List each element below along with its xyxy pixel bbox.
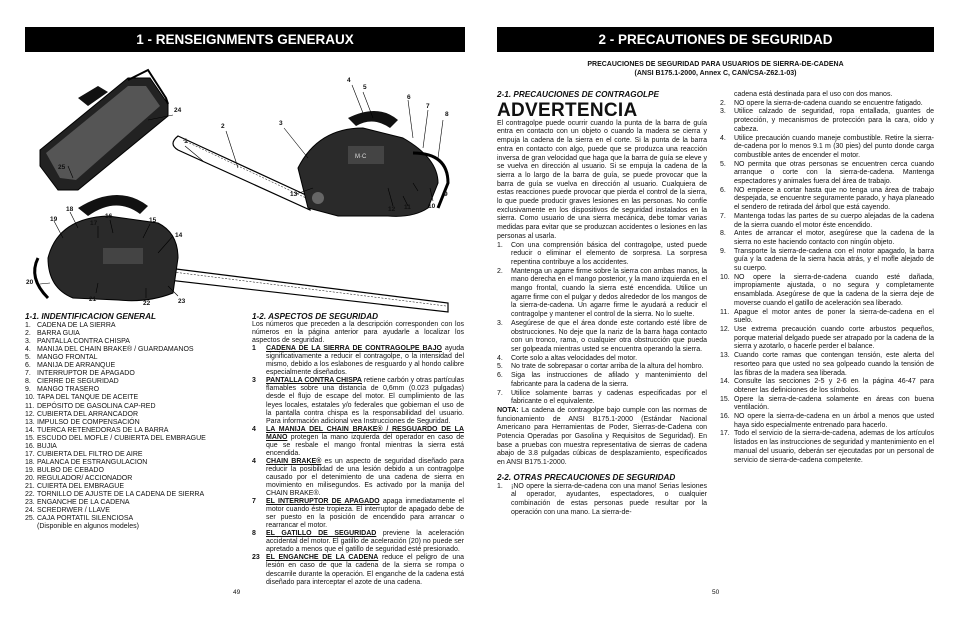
parts-list-item [25,386,240,394]
safety-features-title: 1-2. ASPECTOS DE SEGURIDAD [252,312,379,321]
item-number: 17. [25,450,35,458]
kickback-title: 2-1. PRECAUCIONES DE CONTRAGOLPE [497,90,659,99]
item-text: Cuando corte ramas que contengan tensión, este alerta del resorteo para que usted no sea golpeado cuando la tensión de las fibras de la madera sea liberada. [734,352,934,377]
other-precautions-item-1 [497,483,707,518]
item-number: 5. [720,160,726,168]
item-number: 1. [25,322,31,330]
section-2-banner: 2 - PRECAUTIONES DE SEGURIDAD [497,27,934,52]
safety-feature-item [252,530,464,554]
item-text: CUBIERTA DEL ARRANCADOR [37,410,139,418]
item-lead: EL ENGANCHE DE LA CADENA [266,554,379,562]
safety-features-section [252,313,464,587]
item-text: PANTALLA CONTRA CHISPA [37,338,130,346]
list-item [497,363,707,372]
safety-feature-item [252,498,464,530]
callout-5: 5 [363,84,367,91]
item-number: 21. [25,482,35,490]
callout-11: 11 [404,204,411,211]
item-number: 9. [25,386,31,394]
note-text: La cadena de contragolpe bajo cumple con las normas de funcionamiento de ANSI B175.1-2000 (Estándar Nacional Americano para Herramientas de Poder, Sierras-de-Cadena con Potencia Operadas por Gasolina y Requisitos de Seguridad). En base a pruebas con muestra representativa de sierras de cadena abajo de 3.8 pulgadas cúbicas de desplazamiento, especificados en ANSI B175.1-2000. [497,406,707,467]
callout-9: 9 [444,191,448,198]
chainsaw-illustration [18,58,458,313]
item-number: 15. [25,434,35,442]
item-text: ENGANCHE DE LA CADENA [37,499,130,507]
list-item [720,413,934,430]
right-column-1 [497,91,707,517]
callout-4: 4 [347,77,351,84]
parts-list-title: 1-1. INDENTIFICACION GENERAL [25,312,157,321]
item-text: NO opere la sierra-de-cadena cuando se encuentre fatigado. [734,99,923,107]
parts-list-item [25,403,240,411]
large-saw-drawing [173,111,448,216]
item-number: 8 [252,530,256,538]
item-text: Siga las instrucciones de afilado y mantenimiento del fabricante para la cadena de la sierra. [511,372,707,388]
safety-feature-item [252,426,464,458]
list-item [720,230,934,247]
item-text: CIERRE DE SEGURIDAD [37,378,119,386]
item-lead: EL GATILLO DE SEGURIDAD [266,530,377,538]
callout-7: 7 [426,103,430,110]
list-item [497,268,707,320]
callout-1: 1 [184,138,188,145]
item-number: 20. [25,474,35,482]
safety-feature-item [252,458,464,498]
list-item [497,390,707,407]
item-text: No trate de sobrepasar o cortar arriba de la altura del hombro. [511,363,704,371]
item-number: 23 [252,554,260,562]
item-number: 7. [25,370,31,378]
item-number: 12. [720,325,730,333]
callout-8: 8 [445,111,449,118]
item-text: MANIJA DEL CHAIN BRAKE® / GUARDAMANOS [37,346,194,354]
item-number: 23. [25,499,35,507]
item-number: 3 [252,377,256,385]
item-text [266,426,464,458]
safety-features-list [252,345,464,586]
item-number: 24. [25,507,35,515]
parts-list-item [25,394,240,402]
item-text [266,345,464,377]
parts-list-item [25,330,240,338]
parts-list-item [25,378,240,386]
parts-list-item [25,362,240,370]
item-number: 7. [497,389,503,397]
item-number: 4 [252,425,256,433]
item-text: IMPULSO DE COMPENSACIÓN [37,418,140,426]
item-text: PALANCA DE ESTRANGULACION [37,458,148,466]
item-number: 7 [252,498,256,506]
parts-list-item [25,346,240,354]
item-number: 19. [25,466,35,474]
list-item [720,161,934,187]
callout-13: 13 [290,191,298,198]
list-item [720,100,934,109]
precautions-heading [497,61,934,78]
continued-text: cadena está destinada para el uso con dos manos. [734,91,893,98]
item-number: 16. [25,442,35,450]
safety-feature-item [252,345,464,377]
callout-21: 21 [89,296,97,303]
item-text: SCREDRWER / LLAVE [37,507,110,515]
callout-17: 17 [90,220,98,227]
item-text: MANGO TRASERO [37,386,100,394]
item-text: Con una comprensión básica del contragolpe, usted puede reducir o eliminar el elemento de sorpresa. La sorpresa repentina contribuye a los accidentes. [511,241,707,266]
list-item [720,309,934,326]
item-text [266,554,464,586]
item-number: 17. [720,430,730,438]
item-text: CUIERTA DEL EMBRAGUE [37,482,125,490]
item-text: BUJIA [37,442,57,450]
item-number: 25. [25,515,35,523]
parts-list-item [25,467,240,475]
item-number: 22. [25,491,35,499]
item-text: BARRA GUIA [37,330,80,338]
item-text: INTERRUPTOR DE APAGADO [37,370,135,378]
item-text: NO opere la sierra-de-cadena en un árbol a menos que usted haya sido especialmente entrenado para hacerlo. [734,413,934,429]
list-item [720,187,934,213]
item-number: 13. [25,418,35,426]
item-lead: EL INTERRUPTOR DE APAGADO [266,498,380,506]
item-number: 14. [720,378,730,386]
section-1-banner: 1 - RENSEIGNMENTS GENERAUX [25,27,465,52]
parts-list-item [25,507,240,515]
callout-24: 24 [174,107,182,114]
list-item [497,355,707,364]
callout-15: 15 [149,217,157,224]
callout-19: 19 [50,216,58,223]
item-text: ¡NO opere la sierra-de-cadena con una mano! Serias lesiones al operador, ayudantes, espectadores, o cualquier combinación de estas personas puede resultar por la operación con una mano. La sierra-de- [511,482,707,516]
item-body: reduce el peligro de una lesión en caso de que la cadena de la sierra se rompa o descarrile durante la operación. El enganche de la cadena está diseñado para interceptar el azote de una cadena. [266,554,464,586]
note-label: NOTA: [497,406,519,414]
item-text: NO empiece a cortar hasta que no tenga una área de trabajo despejada, se encuentre seguramente parado, y haya planeado el sendero de retirada del árbol que está cayendo. [734,186,934,212]
parts-list [25,322,240,523]
item-number: 12. [25,410,35,418]
item-text: NO opere la sierra-de-cadena cuando esté dañada, impropiamente ajustada, o no segura y completamente ensamblada. Asegúrese de que la cadena de la sierra deje de moverse cuando el gatillo de aceleración sea liberado. [734,273,934,307]
kickback-note [497,407,707,468]
precautions-heading-line1: PRECAUCIONES DE SEGURIDAD PARA USUARIOS DE SIERRA-DE-CADENA [587,61,844,68]
list-item [497,242,707,268]
parts-list-item [25,419,240,427]
carrying-case-drawing [40,70,168,190]
item-number: 1. [497,241,503,249]
list-item [720,352,934,378]
item-text: Utilice precaución cuando maneje combustible. Retire la sierra-de-cadena por lo menos 9.1 m (30 pies) del punto donde carga combustible antes de encender el motor. [734,134,934,159]
item-text: CADENA DE LA SIERRA [37,322,116,330]
list-item [720,274,934,309]
callout-22: 22 [143,300,151,307]
page-number-right: 50 [712,589,720,596]
item-number: 4. [720,134,726,142]
parts-list-item [25,322,240,330]
item-text: Utilice solamente barras y cadenas especificadas por el fabricante o el equivalente. [511,389,707,406]
parts-list-item [25,475,240,483]
item-body: ayuda significativamente a reducir el contragolpe, o la intensidad del mismo, debido a los eslabones de resguardo y al hondo calibre especialmente diseñados. [266,345,464,377]
parts-list-item [25,451,240,459]
parts-list-item [25,499,240,507]
item-number: 4. [25,346,31,354]
parts-list-item [25,411,240,419]
right-column-2 [720,91,934,465]
item-body: protegen la mano izquierda del operador en caso de que se resbale el mango frontal mientras la sierra está encendida. [266,433,464,457]
item-body: retiene carbón y otras partículas flamables sobre una distancia de 0,6mm (0.023 pulgadas) desde el flujo de escape del motor. El cumplimiento de las leyes locales, estatales y/o federales que gobiernan el uso de la pantalla contra chispa es la responsabilidad del usuario. Para información adicional vea Instrucciones de Seguridad. [266,377,464,425]
precautions-heading-line2: (ANSI B175.1-2000, Annex C, CAN/CSA-Z62.1-03) [634,69,797,77]
item-number: 16. [720,413,730,421]
item-text: TUERCA RETENEDORAS DE LA BARRA [37,426,169,434]
right-page [477,0,954,618]
item-text: Corte solo a altas velocidades del motor. [511,354,638,362]
list-item [720,378,934,395]
kickback-list [497,242,707,407]
item-text: Transporte la sierra-de-cadena con el motor apagado, la barra guía y la cadena de la sierra hacia atrás, y el mofle alejado de su cuerpo. [734,247,934,273]
callout-23: 23 [178,298,186,305]
item-text: Mantenga todas las partes de su cuerpo alejadas de la cadena de la sierra cuando el motor éste encendido. [734,212,934,229]
item-text: MANGO FRONTAL [37,354,98,362]
callout-20: 20 [26,279,34,286]
parts-list-item [25,370,240,378]
item-number: 5. [497,363,503,371]
kickback-intro: El contragolpe puede ocurrir cuando la punta de la barra de guía entra en contacto con un objeto o cuando la madera se cierra y empuja la cadena de la sierra en el corte. Si la punta de la barra entra en contacto con algo, puede que se produzca una reacción inversa de gran velocidad que haga que la barra de guía se eleve y se vuelva en dirección al usuario. Si se empuja la cadena de la sierra a lo largo de la barra de guía, se puede provocar que la barra de guía se vuelva en dirección al usuario. Cualquiera de estas reacciones puede provocar que pierda el control de la sierra, lo que puede producir graves lesiones en las personas. No confíe exclusivamente en los dispositivos de seguridad instalados en la sierra. Como usuario de una sierra mecánica, debe tomar varias medidas para evitar que se produzcan accidentes o lesiones en las personas al usarla. [497,119,707,240]
item-text: CUBIERTA DEL FILTRO DE AIRE [37,450,143,458]
list-item [497,372,707,389]
item-number: 10. [720,273,730,281]
item-number: 3. [720,108,726,116]
item-lead: CADENA DE LA SIERRA DE CONTRAGOLPE BAJO [266,345,442,353]
item-text: Todo el servicio de la sierra-de-cadena, ademas de los artículos listados en las instrucciones de seguridad y mantenimiento en el manual del usuario, deberán ser ejecutadas por un personal de servicio de sierra-de-cadena competente. [734,430,935,464]
item-text: Antes de arrancar el motor, asegúrese que la cadena de la sierra no este haciendo contacto con ningún objeto. [734,230,934,246]
item-text: MANIJA DE ARRANQUE [37,362,116,370]
parts-list-item [25,354,240,362]
parts-list-item [25,459,240,467]
chainsaw-drawing [18,58,458,313]
item-text [266,458,464,498]
item-number: 14. [25,426,35,434]
item-number: 2. [25,330,31,338]
other-precautions-title: 2-2. OTRAS PRECAUCIONES DE SEGURIDAD [497,472,676,482]
item-body: es un aspecto de seguridad diseñado para reducir la posibilidad de una lesión debido a un contragolpe causado por el detenimiento de una cadena de sierra en movimiento en milisegundos. Es activado por la manija del CHAIN BRAKE®. [266,457,464,498]
item-text: Apague el motor antes de poner la sierra-de-cadena en el suelo. [734,308,934,325]
item-number: 8. [25,378,31,386]
parts-list-item [25,435,240,443]
item-text: ESCUDO DEL MOFLE / CUBIERTA DEL EMBRAGUE [37,434,206,442]
item-number: 4. [497,354,503,362]
callout-16: 16 [105,213,113,220]
list-item [720,135,934,161]
item-number: 9. [720,247,726,255]
item-text: Opere la sierra-de-cadena solamente en áreas con buena ventilación. [734,395,934,412]
parts-list-item [25,338,240,346]
callout-18: 18 [66,206,74,213]
item-text: TORNILLO DE AJUSTE DE LA CADENA DE SIERRA [37,491,205,499]
item-number: 8. [720,230,726,238]
callout-10: 10 [428,203,436,210]
item-number: 10. [25,394,35,402]
item-text [266,377,464,425]
item-text: Consulte las secciones 2-5 y 2-6 en la página 46-47 para obtener las definiciones de los símbolos. [734,378,934,394]
item-number: 7. [720,212,726,220]
item-lead: LA MANIJA DEL CHAIN BRAKE® / RESGUARDO DE LA MANO [266,425,464,441]
safety-features-intro: Los números que preceden a la descripción corresponden con los números en la página anterior para ayudarle a localizar los aspectos de seguridad. [252,321,464,345]
parts-list-item [25,427,240,435]
item-number: 3. [25,338,31,346]
item-number: 11. [25,402,35,410]
item-text [266,498,464,530]
item-text: BULBO DE CEBADO [37,466,104,474]
item-text: Use extrema precaución cuando corte arbustos pequeños, porque material delgado puede ser atrapado por la cadena de la sierra y azotarlo, o hacerle perder el balance. [734,325,934,351]
item-number: 2. [720,99,726,107]
item-text: CAJA PORTATIL SILENCIOSA [37,515,134,523]
item-text: Mantenga un agarre firme sobre la sierra con ambas manos, la mano derecha en el mango posterior, y la mano izquierda en el mango frontal, cuando la sierra esté encendida. Utilice un agarre firme con el pulgar y dedos alrededor de los mangos de la sierra-de-cadena. Un agarre firme le ayudará a reducir el contragolpe y mantener el control de la sierra. No lo suelte. [511,267,707,319]
item-number: 6. [497,372,503,380]
item-text: TAPA DEL TANQUE DE ACEITE [37,394,139,402]
item-number: 2. [497,267,503,275]
callout-14: 14 [175,232,183,239]
parts-list-item [25,491,240,499]
item-number: 13. [720,352,730,360]
svg-text:M·C: M·C [355,154,367,160]
item-number: 18. [25,458,35,466]
callout-3: 3 [279,120,283,127]
list-item [720,430,934,465]
item-text: Asegúrese de que el área donde este cortando esté libre de obstrucciones. No deje que la nariz de la barra haga contacto con un tronco, rama, o cualquier otra obstrucción que pueda ser golpeada mientras usted se encuentra operando la sierra. [511,319,707,353]
item-number: 11. [720,308,730,316]
warning-heading: ADVERTENCIA [497,99,638,121]
item-number: 1. [497,482,503,490]
callout-25: 25 [58,164,66,171]
parts-note: (Disponible en algunos modeles) [37,523,139,531]
item-number: 3. [497,319,503,327]
item-body: apaga inmediatamente el motor cuando éste tropieza. El interruptor de apagado debe de ser puesto en la posición de encendido para arrancar o rearrancar el motor. [266,498,464,530]
list-item [720,396,934,413]
page-number-left: 49 [233,589,241,596]
parts-list-section [25,313,240,531]
item-text: NO permita que otras personas se encuentren cerca cuando arranque o corte con la sierra-de-cadena. Mantenga espectadores y animales fuera del área de trabajo. [734,160,934,186]
item-number: 15. [720,395,730,403]
item-number: 4 [252,457,256,465]
item-number: 6. [720,186,726,194]
item-text: REGULADOR/ ACCIONADOR [37,474,133,482]
item-lead: CHAIN BRAKE® [266,457,322,465]
list-item [720,213,934,230]
safety-feature-item [252,377,464,425]
safety-feature-item [252,554,464,586]
item-number: 1 [252,345,256,353]
list-item [720,248,934,274]
callout-12: 12 [388,206,396,213]
parts-list-item [25,443,240,451]
item-number: 6. [25,362,31,370]
callout-6: 6 [407,94,411,101]
item-text [266,530,464,554]
item-body: previene la aceleración accidental del motor. El gatillo de aceleración (20) no puede ser apretado a menos que el gatillo de seguridad esté presionado. [266,530,465,554]
item-text: Utilice calzado de seguridad, ropa entallada, guantes de protección, y mecanismos de protección para la cara, oído y cabeza. [734,108,934,133]
list-item [720,326,934,352]
parts-list-item [25,515,240,523]
list-item [720,108,934,134]
item-lead: PANTALLA CONTRA CHISPA [266,377,362,385]
item-number: 5. [25,354,31,362]
callout-2: 2 [221,123,225,130]
list-item [497,320,707,355]
parts-list-item [25,483,240,491]
other-precautions-list [720,100,934,466]
item-text: DEPÓSITO DE GASOLINA CAP-RED [37,402,156,410]
